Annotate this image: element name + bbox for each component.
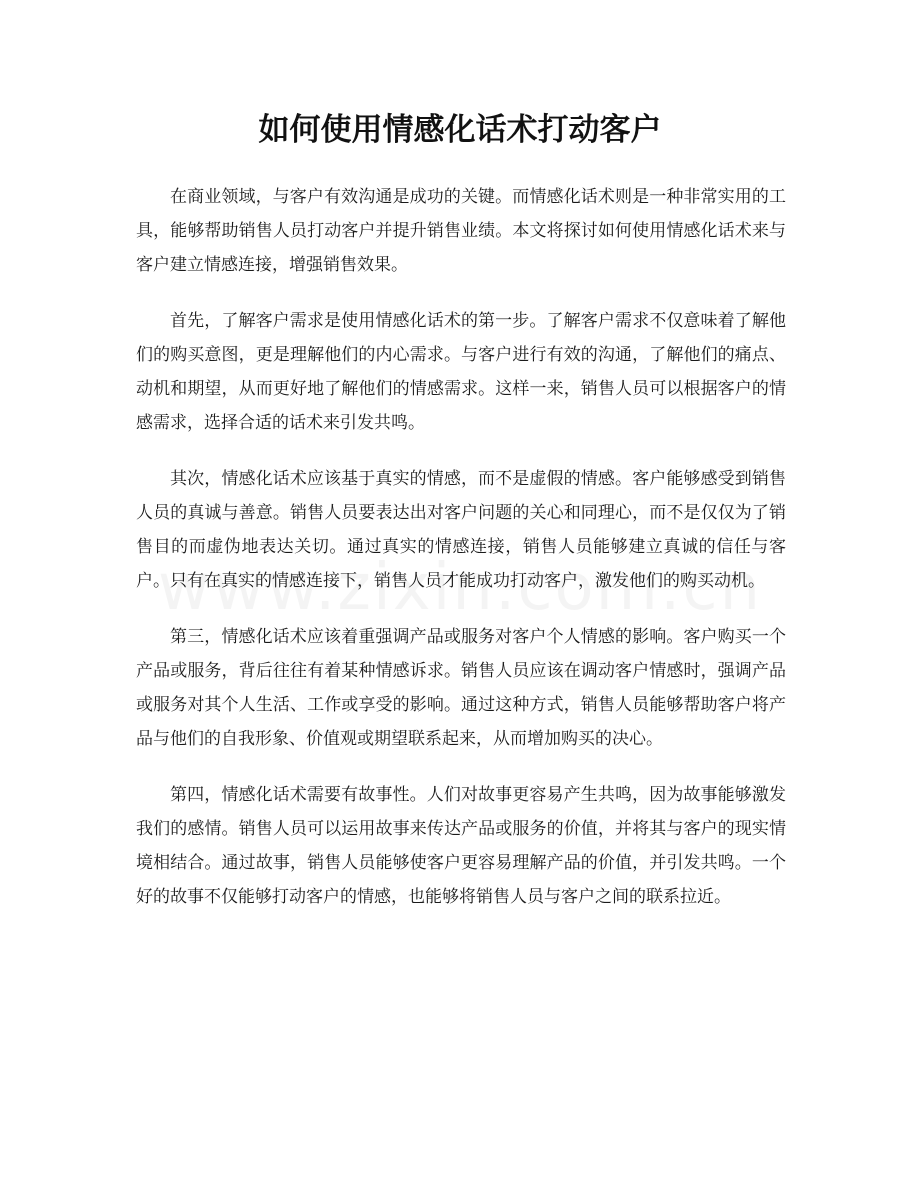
paragraph-5: 第四，情感化话术需要有故事性。人们对故事更容易产生共鸣，因为故事能够激发我们的感情。销售人员可以运用故事来传达产品或服务的价值，并将其与客户的现实情境相结合。通过故事，销售人员能够使客户更容易理解产品的价值，并引发共鸣。一个好的故事不仅能够打动客户的情感，也能够将销售人员与客户之间的联系拉近。 xyxy=(136,785,786,907)
paragraph-3: 其次，情感化话术应该基于真实的情感，而不是虚假的情感。客户能够感受到销售人员的真诚与善意。销售人员要表达出对客户问题的关心和同理心，而不是仅仅为了销售目的而虚伪地表达关切。通过真实的情感连接，销售人员能够建立真诚的信任与客户。只有在真实的情感连接下，销售人员才能成功打动客户，激发他们的购买动机。 xyxy=(136,469,786,591)
paragraph-1: 在商业领域，与客户有效沟通是成功的关键。而情感化话术则是一种非常实用的工具，能够帮助销售人员打动客户并提升销售业绩。本文将探讨如何使用情感化话术来与客户建立情感连接，增强销售效果。 xyxy=(136,187,786,275)
paragraph-4: 第三，情感化话术应该着重强调产品或服务对客户个人情感的影响。客户购买一个产品或服务，背后往往有着某种情感诉求。销售人员应该在调动客户情感时，强调产品或服务对其个人生活、工作或享受的影响。通过这种方式，销售人员能够帮助客户将产品与他们的自我形象、价值观或期望联系起来，从而增加购买的决心。 xyxy=(136,627,786,749)
document-body xyxy=(136,180,786,936)
paragraph-2: 首先，了解客户需求是使用情感化话术的第一步。了解客户需求不仅意味着了解他们的购买意图，更是理解他们的内心需求。与客户进行有效的沟通，了解他们的痛点、动机和期望，从而更好地了解他们的情感需求。这样一来，销售人员可以根据客户的情感需求，选择合适的话术来引发共鸣。 xyxy=(136,311,786,433)
document-title: 如何使用情感化话术打动客户 xyxy=(258,112,662,148)
